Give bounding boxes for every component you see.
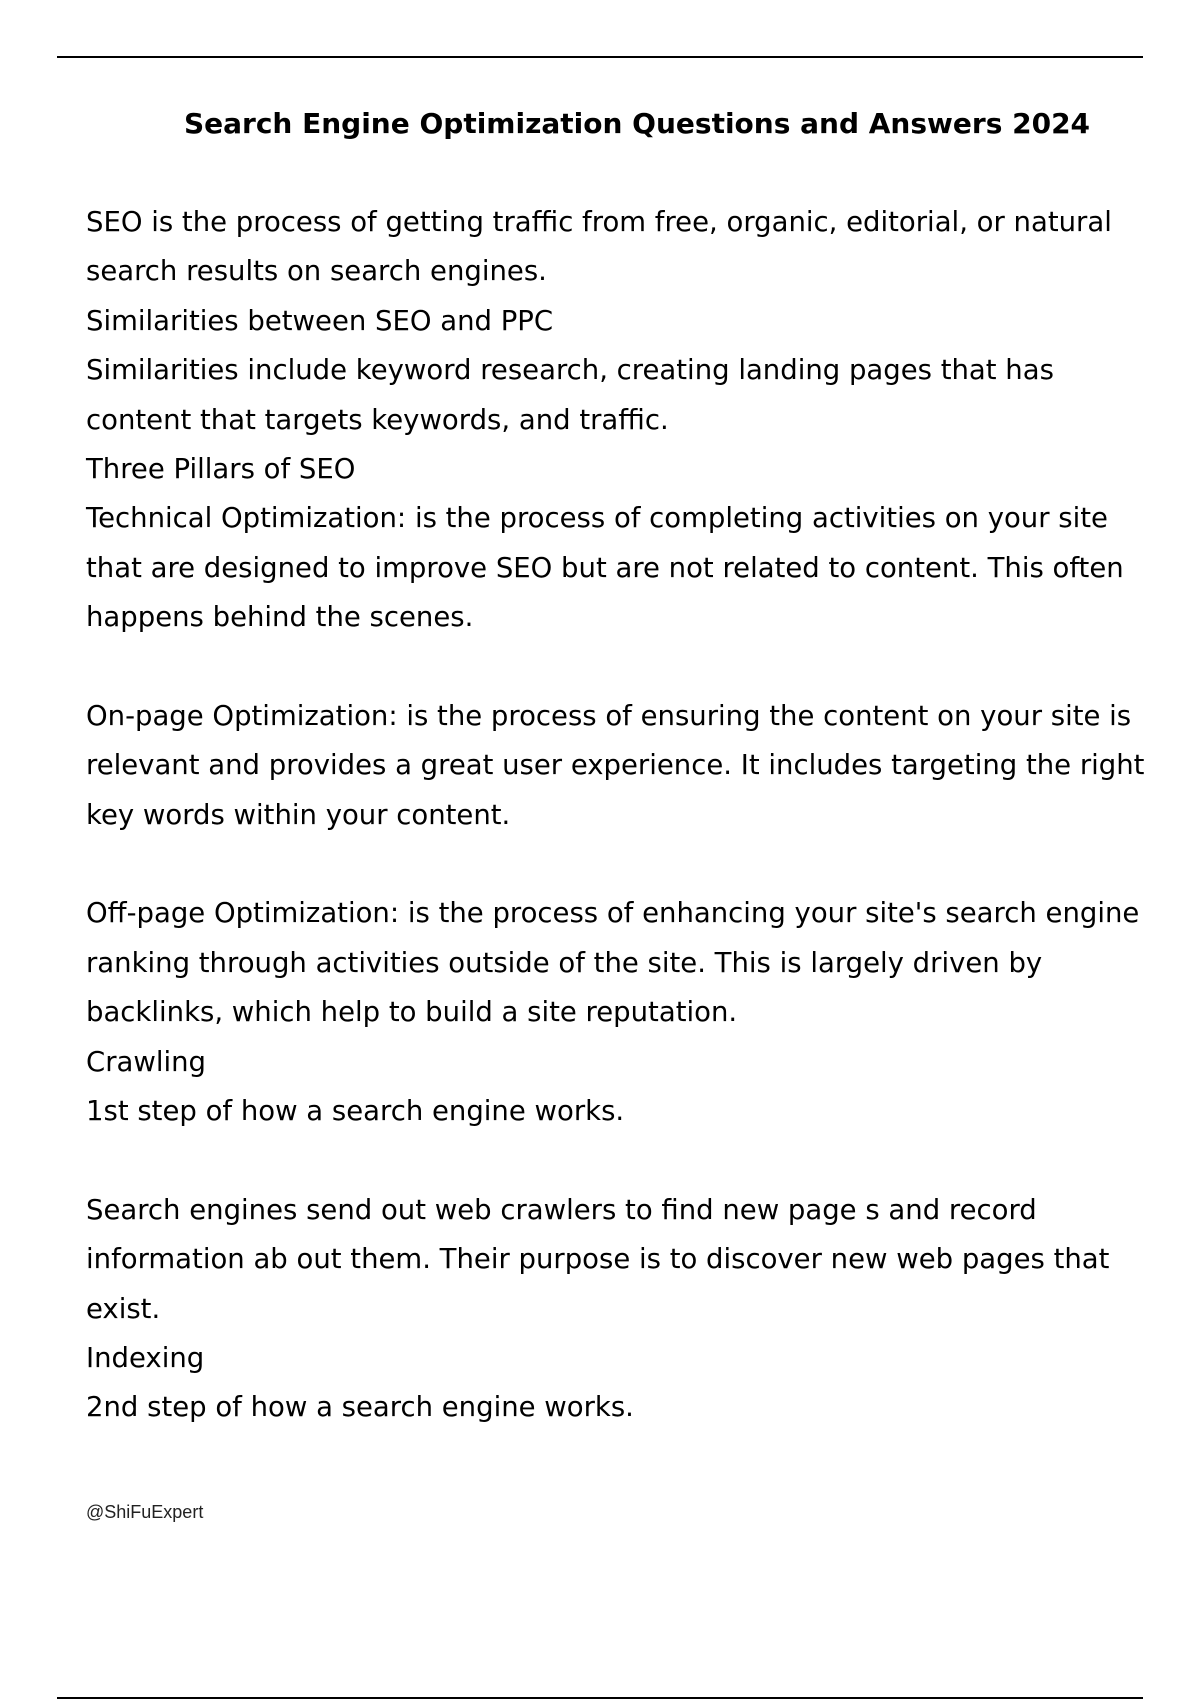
author-watermark: @ShiFuExpert [86, 1502, 204, 1522]
body-line: Search engines send out web crawlers to find new page s and record [86, 1193, 1037, 1226]
body-line: SEO is the process of getting traffic from free, organic, editorial, or natural [86, 206, 1112, 238]
question-three-pillars: Three Pillars of SEO [86, 452, 356, 485]
body-line: ranking through activities outside of the site. This is largely driven by [86, 946, 1043, 979]
body-line: Similarities include keyword research, creating landing pages that has [86, 354, 1054, 387]
question-indexing: Indexing [86, 1341, 205, 1374]
body-line: Technical Optimization: is the process of completing activities on your site [86, 502, 1108, 535]
top-divider [57, 56, 1143, 58]
body-line: 2nd step of how a search engine works. [86, 1391, 634, 1424]
bottom-divider [57, 1697, 1143, 1699]
body-line: exist. [86, 1292, 161, 1325]
document-body [86, 198, 1186, 1433]
body-line: backlinks, which help to build a site reputation. [86, 996, 738, 1029]
question-similarities: Similarities between SEO and PPC [86, 304, 554, 337]
body-line: relevant and provides a great user experience. It includes targeting the right [86, 749, 1145, 782]
body-line: Off-page Optimization: is the process of enhancing your site's search engine [86, 897, 1140, 930]
body-line: content that targets keywords, and traffic. [86, 403, 669, 436]
body-line: key words within your content. [86, 798, 511, 831]
body-line: happens behind the scenes. [86, 601, 474, 634]
blank-line [86, 1136, 1186, 1185]
document-title: Search Engine Optimization Questions and Answers 2024 [183, 107, 1091, 140]
blank-line [86, 840, 1186, 889]
body-line: search results on search engines. [86, 255, 547, 288]
body-line: that are designed to improve SEO but are not related to content. This often [86, 551, 1124, 584]
question-crawling: Crawling [86, 1045, 207, 1078]
blank-line [86, 643, 1186, 692]
body-line: On-page Optimization: is the process of ensuring the content on your site is [86, 699, 1132, 732]
body-line: information ab out them. Their purpose is to discover new web pages that [86, 1243, 1110, 1276]
body-line: 1st step of how a search engine works. [86, 1095, 625, 1128]
